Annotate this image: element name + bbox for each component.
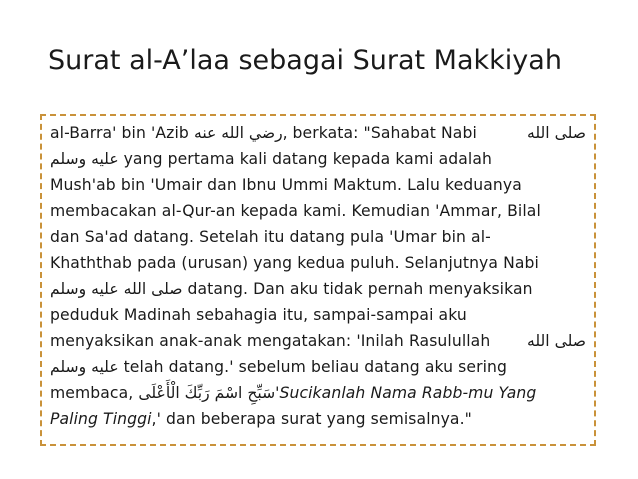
body-line-12 [50,406,586,432]
line9-text-before: menyaksikan anak-anak mengatakan: 'Inilah Rasulullah [50,332,491,350]
line9-arabic-salla: صلى الله [527,332,586,350]
line7-text-after: datang. Dan aku tidak pernah menyaksikan [182,280,533,298]
line12-text-after: ,' dan beberapa surat yang semisalnya." [151,410,472,428]
body-line-1 [50,120,586,146]
line10-arabic-alaihi: عليه وسلم [50,358,119,376]
line11-text-before: membaca, [50,384,139,402]
line11-arabic-verse: سَبِّحِ اسْمَ رَبِّكَ الْأَعْلَى [138,384,276,402]
line1-text-after: , berkata: "Sahabat Nabi [282,124,477,142]
line10-text-after: telah datang.' sebelum beliau datang aku sering [118,358,508,376]
line12-italic-translation: Paling Tinggi [50,410,152,428]
body-line-3: Mush'ab bin 'Umair dan Ibnu Ummi Maktum. Lalu keduanya [50,176,522,194]
body-line-5: dan Sa'ad datang. Setelah itu datang pula 'Umar bin al- [50,228,491,246]
body-line-2 [50,146,586,172]
body-line-4: membacakan al-Qur-an kepada kami. Kemudian 'Ammar, Bilal [50,202,541,220]
line2-text-after: yang pertama kali datang kepada kami adalah [118,150,492,168]
body-line-10 [50,354,586,380]
body-line-9 [50,328,586,354]
slide-title: Surat al-A’laa sebagai Surat Makkiyah [48,45,562,76]
body-line-8: peduduk Madinah sebahagia itu, sampai-sampai aku [50,306,467,324]
line1-arabic-salla: صلى الله [527,124,586,142]
body-line-6: Khaththab pada (urusan) yang kedua puluh. Selanjutnya Nabi [50,254,539,272]
line1-text-before: al-Barra' bin 'Azib [50,124,194,142]
body-line-11 [50,380,586,406]
body-line-7 [50,276,586,302]
line7-arabic-salawat: صلى الله عليه وسلم [50,280,183,298]
line11-italic-translation: 'Sucikanlah Nama Rabb-mu Yang [275,384,537,402]
line1-arabic-radhi: رضي الله عنه [193,124,283,142]
line2-arabic-alaihi: عليه وسلم [50,150,119,168]
hadith-text-box [40,114,596,446]
